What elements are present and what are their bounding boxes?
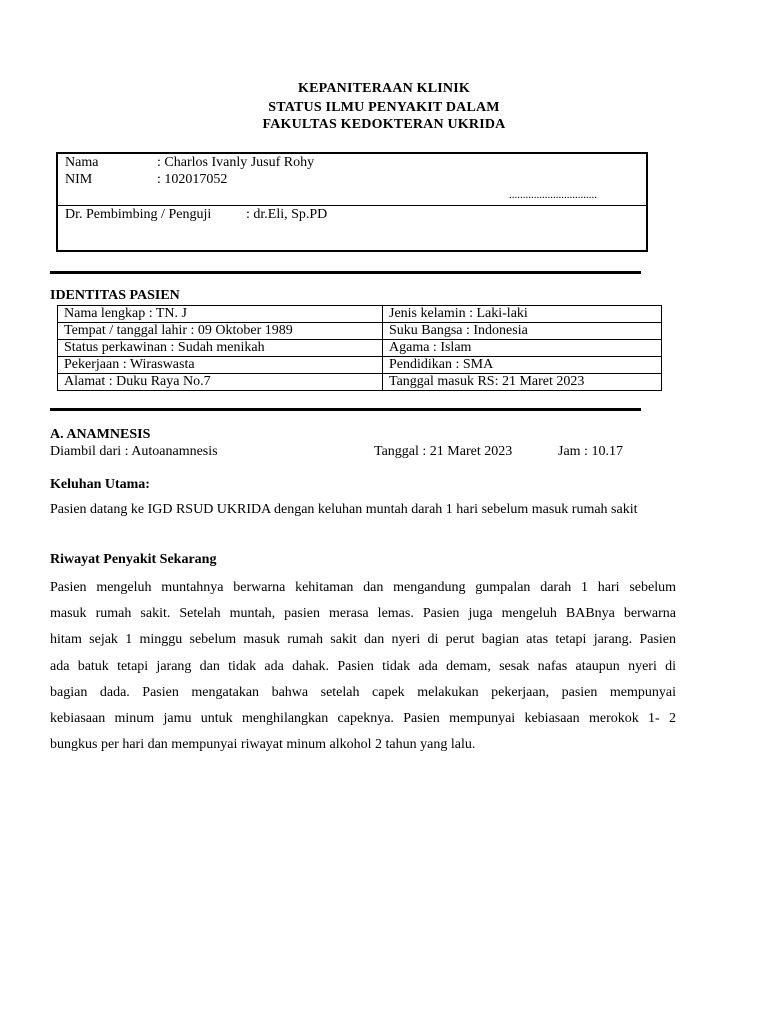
identitas-cell: Pekerjaan : Wiraswasta	[58, 357, 383, 374]
nim-value: : 102017052	[157, 172, 228, 187]
riwayat-line: Pasien mengeluh muntahnya berwarna kehitaman dan mengandung gumpalan darah 1 hari sebelum	[50, 580, 676, 595]
identitas-cell: Tanggal masuk RS: 21 Maret 2023	[383, 374, 662, 391]
riwayat-line: hitam sejak 1 minggu sebelum masuk rumah sakit dan nyeri di perut bagian atas tetapi jarang. Pasien	[50, 632, 676, 648]
nama-value: : Charlos Ivanly Jusuf Rohy	[157, 155, 315, 170]
nim-label: NIM	[65, 172, 93, 187]
diambil-dari: Diambil dari : Autoanamnesis	[50, 444, 218, 459]
identitas-cell: Pendidikan : SMA	[383, 357, 662, 374]
identitas-cell: Nama lengkap : TN. J	[58, 306, 383, 323]
riwayat-line: ada batuk tetapi jarang dan tidak ada dahak. Pasien tidak ada demam, sesak nafas ataupun nyeri di	[50, 658, 676, 674]
identitas-row	[58, 374, 662, 391]
box-divider	[58, 205, 646, 206]
keluhan-title: Keluhan Utama:	[50, 477, 150, 492]
keluhan-text: Pasien datang ke IGD RSUD UKRIDA dengan keluhan muntah darah 1 hari sebelum masuk rumah sakit	[50, 502, 638, 517]
nama-label: Nama	[65, 155, 99, 170]
identitas-row	[58, 340, 662, 357]
identitas-row	[58, 306, 662, 323]
signature-dots: ................................	[509, 189, 597, 201]
identitas-row	[58, 357, 662, 374]
tanggal-anamnesis: Tanggal : 21 Maret 2023	[374, 444, 513, 459]
section-rule-1	[50, 271, 641, 274]
anamnesis-title: A. ANAMNESIS	[50, 427, 151, 442]
riwayat-paragraph	[50, 575, 676, 758]
pembimbing-label: Dr. Pembimbing / Penguji	[65, 207, 212, 222]
identitas-cell: Jenis kelamin : Laki-laki	[383, 306, 662, 323]
identitas-row	[58, 323, 662, 340]
student-info-box	[56, 152, 648, 252]
riwayat-line: bagian dada. Pasien mengatakan bahwa setelah capek melakukan pekerjaan, pasien mempunyai	[50, 684, 676, 700]
pembimbing-value: : dr.Eli, Sp.PD	[246, 207, 328, 222]
header-title-3: FAKULTAS KEDOKTERAN UKRIDA	[262, 117, 506, 132]
riwayat-title: Riwayat Penyakit Sekarang	[50, 552, 217, 567]
riwayat-line: bungkus per hari dan mempunyai riwayat minum alkohol 2 tahun yang lalu.	[50, 737, 476, 753]
riwayat-line: kebiasaan minum jamu untuk menghilangkan capeknya. Pasien mempunyai kebiasaan merokok 1- 2	[50, 710, 676, 726]
identitas-title: IDENTITAS PASIEN	[50, 288, 180, 303]
header-title-1: KEPANITERAAN KLINIK	[298, 81, 470, 96]
identitas-cell: Tempat / tanggal lahir : 09 Oktober 1989	[58, 323, 383, 340]
identitas-cell: Suku Bangsa : Indonesia	[383, 323, 662, 340]
jam-anamnesis: Jam : 10.17	[558, 444, 623, 459]
identitas-table	[57, 305, 662, 391]
identitas-cell: Alamat : Duku Raya No.7	[58, 374, 383, 391]
section-rule-2	[50, 408, 641, 411]
identitas-cell: Status perkawinan : Sudah menikah	[58, 340, 383, 357]
identitas-cell: Agama : Islam	[383, 340, 662, 357]
header-title-2: STATUS ILMU PENYAKIT DALAM	[268, 100, 500, 115]
riwayat-line: masuk rumah sakit. Setelah muntah, pasien merasa lemas. Pasien juga mengeluh BABnya berwarna	[50, 606, 676, 622]
